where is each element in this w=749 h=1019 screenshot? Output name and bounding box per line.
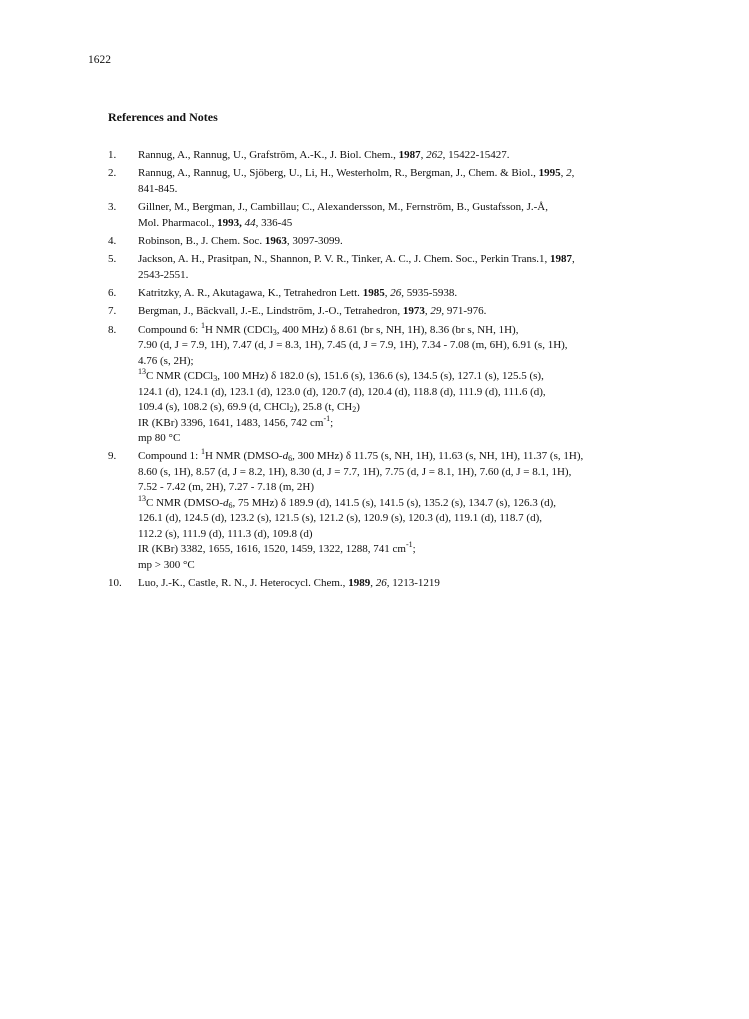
reference-item	[108, 576, 668, 592]
reference-number: 10.	[108, 577, 122, 590]
reference-number: 4.	[108, 234, 117, 247]
reference-text: IR (KBr) 3382, 1655, 1616, 1520, 1459, 1322, 1288, 741 $cm^{-1}$;	[138, 540, 416, 556]
reference-text: Bergman, J., Bäckvall, J.-E., Lindström, J.-O., Tetrahedron, 1973, 29, 971-976.	[138, 305, 487, 318]
reference-number: 8.	[108, 323, 117, 336]
section-title: References and Notes	[108, 110, 218, 124]
reference-text: Compound 1: $^1$H NMR ($DMSO-d_6$, 300 MHz) δ 11.75 (s, NH, 1H), 11.63 (s, NH, 1H), 11.37 (s, 1H),	[138, 447, 584, 464]
reference-text: 7.52 - 7.42 (m, 2H), 7.27 - 7.18 (m, 2H)	[138, 481, 314, 494]
reference-text: Mol. Pharmacol., 1993, 44, 336-45	[138, 216, 293, 229]
reference-number: 1.	[108, 149, 117, 161]
reference-text: Compound 6: $^1$H NMR (CDCl$_3$, 400 MHz) δ 8.61 (br s, NH, 1H), 8.36 (br s, NH, 1H),	[138, 320, 519, 337]
reference-item	[108, 449, 668, 573]
reference-text: 2543-2551.	[138, 268, 189, 281]
reference-item	[108, 234, 668, 250]
reference-text: 8.60 (s, 1H), 8.57 (d, J = 8.2, 1H), 8.30 (d, J = 7.7, 1H), 7.75 (d, J = 8.1, 1H), 7.60 (d, J = 8.1, 1H),	[138, 465, 572, 478]
reference-number: 2.	[108, 167, 117, 180]
reference-text: Rannug, A., Rannug, U., Sjöberg, U., Li, H., Westerholm, R., Bergman, J., Chem. & Biol., 1995, 2,	[138, 167, 575, 180]
reference-item	[108, 320, 668, 447]
reference-text: 112.2 (s), 111.9 (d), 111.3 (d), 109.8 (d)	[138, 527, 313, 540]
reference-number: 6.	[108, 286, 117, 299]
reference-number: 7.	[108, 305, 117, 318]
reference-number: 5.	[108, 253, 117, 266]
reference-text: Katritzky, A. R., Akutagawa, K., Tetrahedron Lett. 1985, 26, 5935-5938.	[138, 286, 458, 299]
reference-item	[108, 286, 668, 302]
reference-text: Rannug, A., Rannug, U., Grafström, A.-K., J. Biol. Chem., 1987, 262, 15422-15427.	[138, 149, 510, 161]
reference-text: $^{13}$C NMR (CDCl$_3$, 100 MHz) δ 182.0 (s), 151.6 (s), 136.6 (s), 134.5 (s), 127.1 (s), 125.5 (s),	[138, 367, 544, 384]
reference-item	[108, 252, 668, 283]
reference-text: 7.90 (d, J = 7.9, 1H), 7.47 (d, J = 8.3, 1H), 7.45 (d, J = 7.9, 1H), 7.34 - 7.08 (m, 6H), 6.91 (s, 1H),	[138, 339, 568, 352]
reference-text: 4.76 (s, 2H);	[138, 354, 194, 367]
reference-text: 126.1 (d), 124.5 (d), 123.2 (s), 121.5 (s), 121.2 (s), 120.9 (s), 120.3 (d), 119.1 (d), 118.7 (d),	[138, 512, 542, 525]
reference-text: 109.4 (s), 108.2 (s), 69.9 (d, CHCl$_2$), 25.8 (t, $CH_2$)	[138, 401, 360, 415]
reference-number: 3.	[108, 201, 117, 214]
reference-text: $^{13}$C NMR ($DMSO-d_6$, 75 MHz) δ 189.9 (d), 141.5 (s), 141.5 (s), 135.2 (s), 134.7 (s), 126.3 (d),	[138, 493, 557, 510]
reference-text: Robinson, B., J. Chem. Soc. 1963, 3097-3099.	[138, 234, 343, 247]
reference-text: Jackson, A. H., Prasitpan, N., Shannon, P. V. R., Tinker, A. C., J. Chem. Soc., Perkin Trans.1, 1987,	[138, 253, 575, 266]
reference-item	[108, 166, 668, 197]
reference-text: mp 80 °C	[138, 432, 181, 445]
page-number: 1622	[88, 54, 111, 66]
reference-text: Luo, J.-K., Castle, R. N., J. Heterocycl. Chem., 1989, 26, 1213-1219	[138, 577, 440, 590]
reference-text: Gillner, M., Bergman, J., Cambillau; C., Alexandersson, M., Fernström, B., Gustafsson, J.-Å,	[138, 201, 548, 214]
reference-item	[108, 200, 668, 231]
reference-item	[108, 304, 668, 320]
reference-list	[108, 148, 668, 594]
reference-text: mp > 300 °C	[138, 558, 195, 571]
reference-number: 9.	[108, 450, 117, 463]
reference-text: 841-845.	[138, 182, 178, 195]
reference-item	[108, 148, 668, 164]
reference-text: IR (KBr) 3396, 1641, 1483, 1456, 742 $cm^{-1}$;	[138, 413, 334, 429]
reference-text: 124.1 (d), 124.1 (d), 123.1 (d), 123.0 (d), 120.7 (d), 120.4 (d), 118.8 (d), 111.9 (d), 111.6 (d),	[138, 385, 546, 398]
